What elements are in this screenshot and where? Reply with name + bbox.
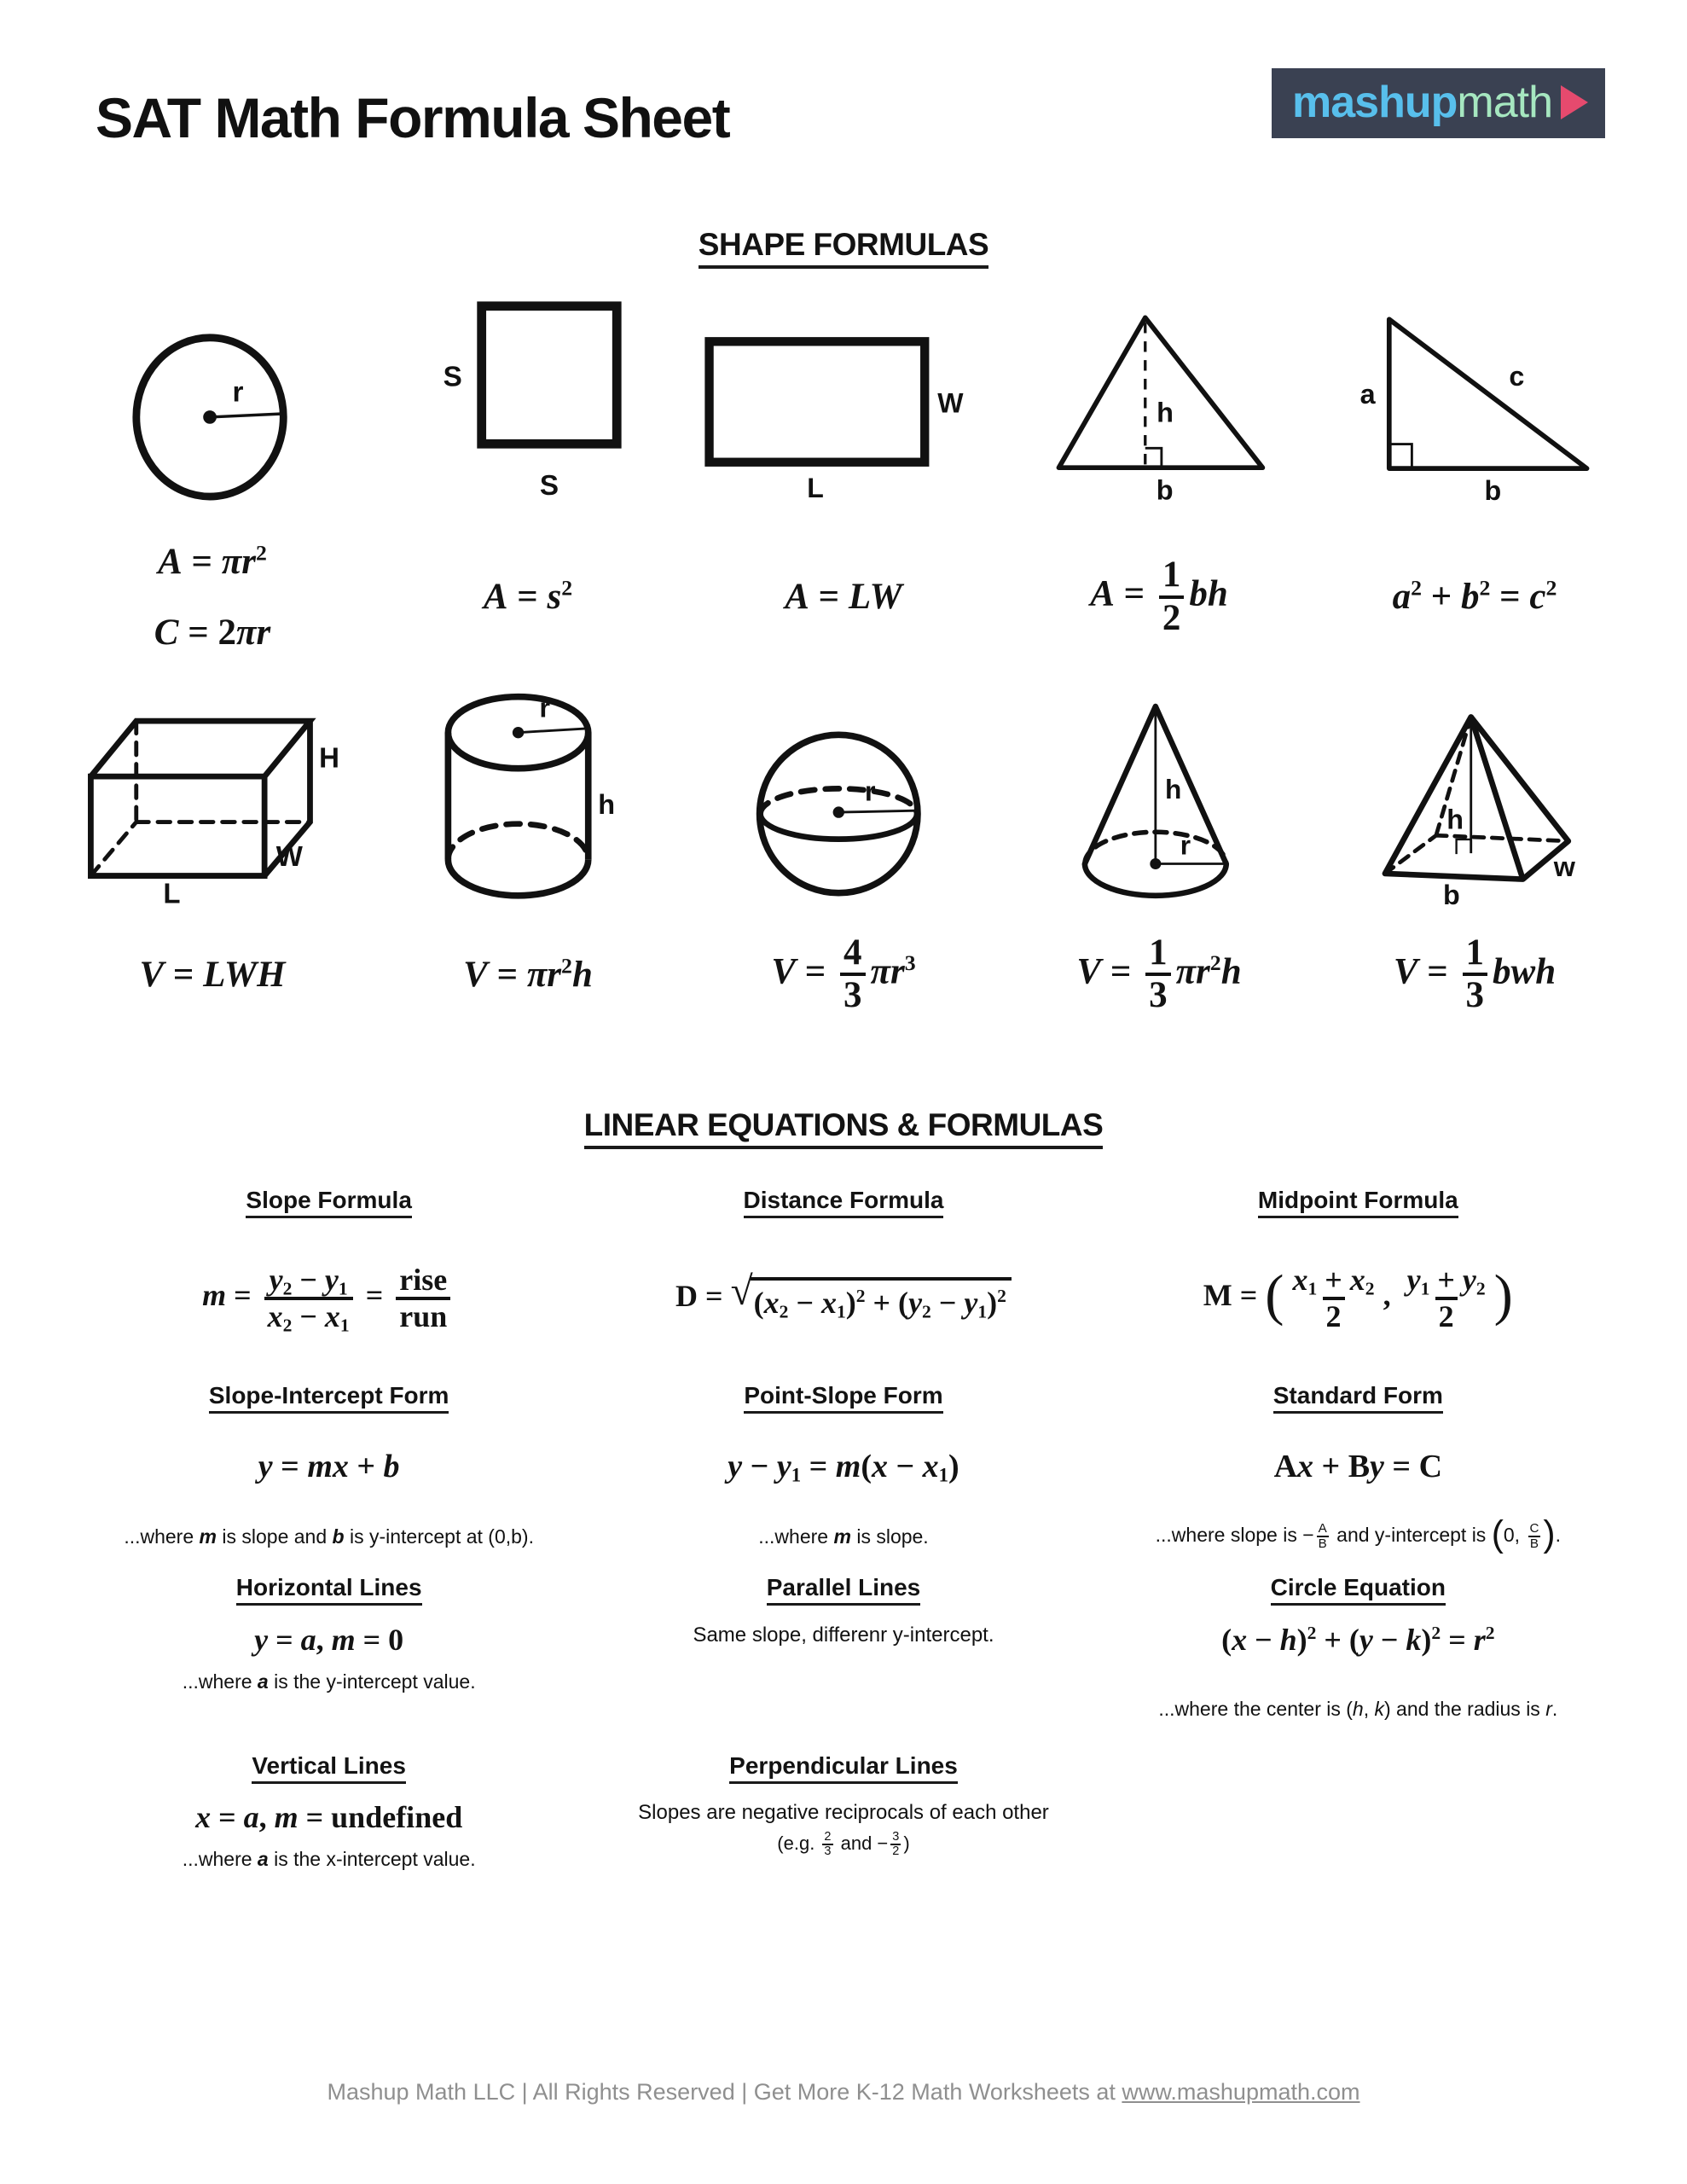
horizontal-lines-block xyxy=(183,1615,476,1694)
circle-label-r: r xyxy=(232,376,244,409)
right-angle-marker xyxy=(1388,444,1412,468)
footer xyxy=(0,2079,1687,2106)
play-triangle-icon xyxy=(1561,85,1588,119)
pyramid-label-h: h xyxy=(1446,804,1464,835)
horizontal-lines-note: ...where a is the y-intercept value. xyxy=(182,1670,476,1693)
prism-front-face xyxy=(90,776,264,875)
circle-equation-block xyxy=(1158,1615,1557,1722)
formula-row-2d xyxy=(55,525,1632,670)
shape-row-3d xyxy=(55,690,1632,911)
sphere-diagram xyxy=(752,723,936,906)
radius-line xyxy=(518,729,586,733)
header xyxy=(0,0,1687,150)
formula-row-3d xyxy=(55,923,1632,1025)
slope-formula-title: Slope Formula xyxy=(246,1187,411,1218)
standard-form-formula: Ax + By = C xyxy=(1273,1449,1443,1484)
right-triangle-label-c: c xyxy=(1508,360,1524,392)
horizontal-lines-title: Horizontal Lines xyxy=(236,1574,422,1606)
mashupmath-logo xyxy=(1272,68,1605,138)
right-angle-marker xyxy=(1145,449,1162,468)
triangle-diagram xyxy=(1049,306,1269,506)
parallel-lines-description: Same slope, differenr y-intercept. xyxy=(693,1623,994,1647)
rectangular-prism-diagram xyxy=(74,698,351,909)
cylinder-label-h: h xyxy=(597,789,615,821)
shape-formulas-heading: SHAPE FORMULAS xyxy=(0,227,1687,269)
right-angle-marker xyxy=(1457,839,1471,854)
cylinder-bottom-back-arc xyxy=(448,823,588,859)
square-area-formula: $A = s^2$ xyxy=(483,575,573,618)
prism-volume-formula: V = LWH xyxy=(139,954,286,995)
perpendicular-lines-block xyxy=(638,1792,1049,1859)
pyramid-front-faces xyxy=(1385,717,1523,879)
prism-label-l: L xyxy=(162,877,181,909)
cone-label-h: h xyxy=(1164,774,1181,805)
pyramid-volume-formula: V = $\frac{1}{3}$ bwh xyxy=(1393,932,1557,1015)
slope-intercept-form-title: Slope-Intercept Form xyxy=(209,1382,449,1414)
triangle-label-b: b xyxy=(1156,474,1174,506)
circle-formulas xyxy=(154,541,270,653)
linear-equations-heading: LINEAR EQUATIONS & FORMULAS xyxy=(0,1107,1687,1149)
cone-volume-formula: V = $\frac{1}{3}$ $\pi r^2h$ xyxy=(1076,932,1242,1015)
cylinder-bottom-front-arc xyxy=(448,860,588,896)
cylinder-label-r: r xyxy=(538,692,550,723)
triangle-area-formula: A = $\frac{1}{2}$ bh xyxy=(1090,555,1228,638)
prism-top-face xyxy=(90,721,310,776)
vertical-lines-formula: x = a, m = undefined xyxy=(195,1800,463,1834)
midpoint-formula-title: Midpoint Formula xyxy=(1258,1187,1458,1218)
mashupmath-link[interactable]: www.mashupmath.com xyxy=(1122,2079,1360,2105)
perpendicular-lines-description: Slopes are negative reciprocals of each other xyxy=(638,1801,1049,1824)
cone-label-r: r xyxy=(1180,829,1191,861)
rectangle-diagram xyxy=(703,332,984,502)
square-diagram xyxy=(430,298,626,502)
logo-text-math: math xyxy=(1457,78,1552,127)
right-triangle-label-b: b xyxy=(1484,474,1501,506)
standard-form-note: ...where slope is − $\frac{A}{B}$ and y-intercept is (0, $\frac{C}{B}$ ). xyxy=(1155,1513,1561,1554)
circle-area-formula: $A = \pi r^2$ xyxy=(158,540,267,582)
circle-circumference-formula: C = 2πr xyxy=(154,612,271,653)
right-triangle-diagram xyxy=(1354,308,1597,506)
pyramid-label-b: b xyxy=(1443,880,1460,911)
square-label-side-bottom: S xyxy=(539,469,559,502)
page-title: SAT Math Formula Sheet xyxy=(96,86,730,149)
prism-label-w: W xyxy=(275,839,303,872)
distance-formula-title: Distance Formula xyxy=(744,1187,944,1218)
linear-equations-grid xyxy=(72,1178,1615,1872)
standard-form-title: Standard Form xyxy=(1273,1382,1443,1414)
vertical-lines-title: Vertical Lines xyxy=(252,1752,406,1784)
cylinder-diagram xyxy=(437,690,620,906)
midpoint-formula: M = ( $\frac{x_1 + x_2}{2}$ , $\frac{y_1 + y_2}{2}$ ) xyxy=(1203,1263,1513,1333)
cylinder-volume-formula: $V = \pi r^2h$ xyxy=(463,953,593,995)
footer-text: Mashup Math LLC | All Rights Reserved | Get More K-12 Math Worksheets at xyxy=(327,2079,1122,2105)
triangle-label-h: h xyxy=(1157,398,1174,429)
sphere-volume-formula: V = $\frac{4}{3}$ $\pi r^3$ xyxy=(771,932,916,1015)
parallel-lines-title: Parallel Lines xyxy=(767,1574,921,1606)
slope-intercept-formula: y = mx + b xyxy=(258,1449,400,1484)
perpendicular-lines-title: Perpendicular Lines xyxy=(729,1752,958,1784)
pyramid-label-w: w xyxy=(1553,851,1575,882)
point-slope-form-title: Point-Slope Form xyxy=(744,1382,942,1414)
pythagorean-theorem-formula: $a^2 + b^2 = c^2$ xyxy=(1392,575,1557,618)
circle-diagram xyxy=(129,331,296,502)
parallel-lines-block xyxy=(693,1615,994,1648)
slope-intercept-note: ...where m is slope and b is y-intercept at (0,b). xyxy=(124,1525,534,1548)
distance-formula: D = √ $(x_2 - x_1)^2 + (y_2 - y_1)^2$ xyxy=(675,1277,1012,1321)
point-slope-note: ...where m is slope. xyxy=(758,1525,929,1548)
circle-equation-formula: $(x - h)^2 + (y - k)^2 = r^2$ xyxy=(1221,1623,1495,1657)
rectangle-area-formula: A = LW xyxy=(785,577,902,618)
logo-text-mashup: mashup xyxy=(1292,78,1458,127)
circle-equation-note: ...where the center is (h, k) and the radius is r. xyxy=(1158,1698,1558,1720)
square-label-side-left: S xyxy=(443,361,462,393)
rectangle-label-w: W xyxy=(937,387,964,419)
sphere-label-r: r xyxy=(864,775,876,807)
slope-formula: m = $\frac{y_2 - y_1}{x_2 - x_1}$ = $\frac{\text{rise}}{\text{run}}$ xyxy=(202,1263,455,1333)
radius-line xyxy=(210,414,282,417)
cone-diagram xyxy=(1072,695,1247,906)
pyramid-diagram xyxy=(1367,707,1582,911)
circle-equation-title: Circle Equation xyxy=(1271,1574,1446,1606)
shape-row-2d xyxy=(55,298,1632,506)
point-slope-formula: $y - y_1 = m(x - x_1)$ xyxy=(728,1449,959,1486)
right-triangle-label-a: a xyxy=(1359,378,1376,410)
vertical-lines-note: ...where a is the x-intercept value. xyxy=(182,1848,476,1870)
radius-line xyxy=(838,810,916,812)
rectangle-label-l: L xyxy=(807,473,824,504)
vertical-lines-block xyxy=(183,1792,476,1872)
horizontal-lines-formula: y = a, m = 0 xyxy=(254,1623,404,1657)
prism-label-h: H xyxy=(318,741,339,774)
perpendicular-lines-example: (e.g. $\frac{2}{3}$ and − $\frac{3}{2}$ ) xyxy=(777,1830,910,1859)
